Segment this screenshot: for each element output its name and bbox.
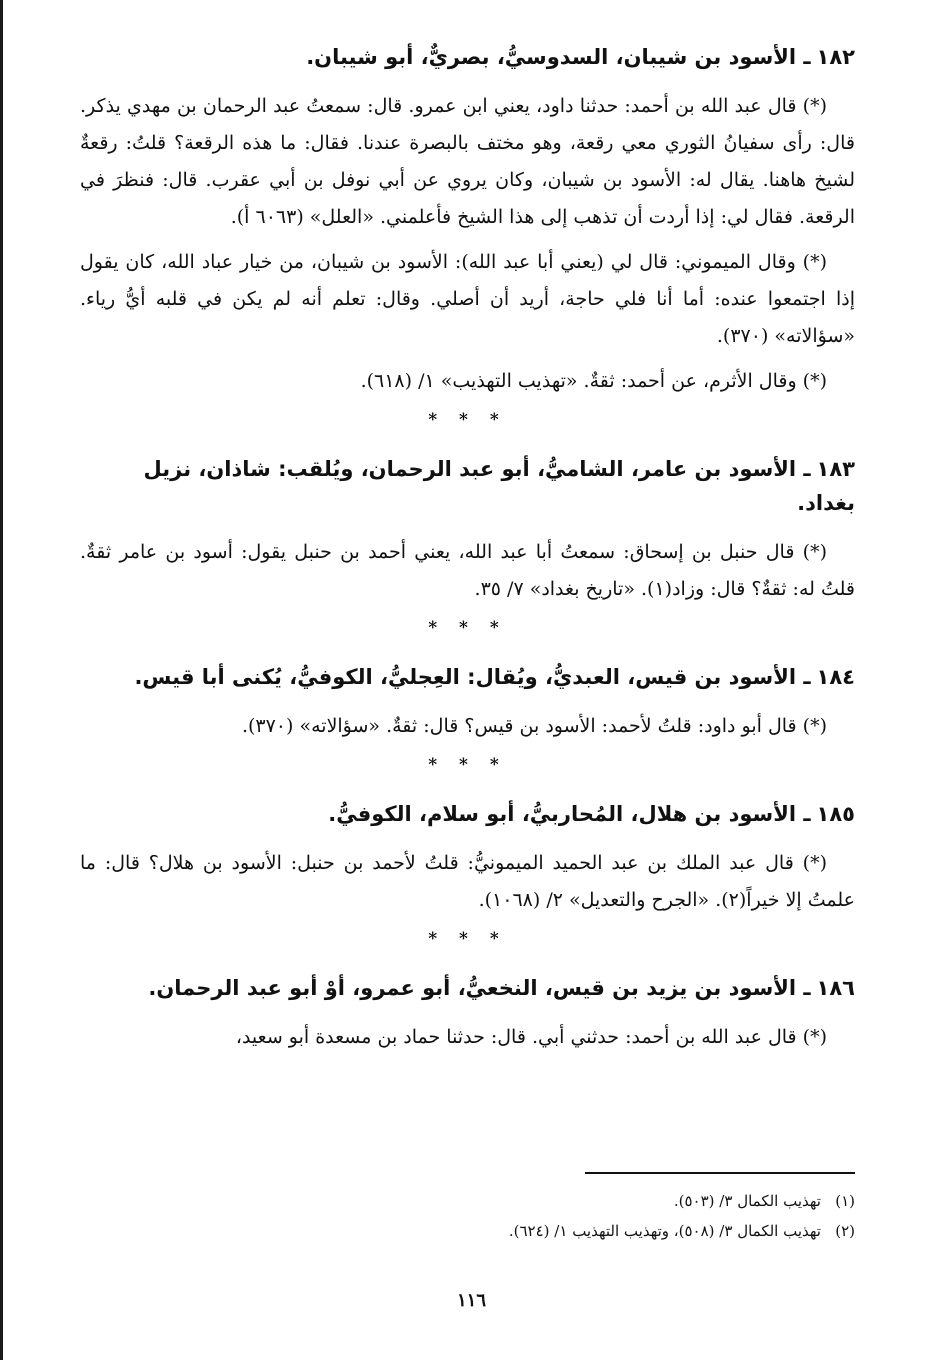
- section-separator: * * *: [428, 929, 507, 949]
- section-separator: * * *: [428, 755, 507, 775]
- entry-paragraph: (*) قال عبد الله بن أحمد: حدثني أبي. قال: حدثنا حماد بن مسعدة أبو سعيد،: [235, 1026, 827, 1048]
- entry-number: ١٨٣: [816, 457, 855, 481]
- entry-heading: [80, 40, 855, 74]
- entry-186: [80, 971, 855, 1056]
- entry-title: ـ الأسود بن عامر، الشاميُّ، أبو عبد الرحمان، ويُلقب: شاذان، نزيل بغداد.: [143, 457, 855, 515]
- footnote-number: (١): [835, 1192, 855, 1210]
- entry-heading: [80, 452, 855, 520]
- entry-paragraph: (*) قال حنبل بن إسحاق: سمعتُ أبا عبد الله، يعني أحمد بن حنبل يقول: أسود بن عامر ثقةٌ. قلتُ له: ثقةٌ؟ قال: وزاد(١). «تاريخ بغداد» ٧/ ٣٥.: [80, 541, 855, 600]
- entry-heading: [80, 660, 855, 694]
- footnote-text: تهذيب الكمال ٣/ (٥٠٨)، وتهذيب التهذيب ١/ (٦٢٤).: [508, 1222, 821, 1240]
- section-separator: * * *: [428, 410, 507, 430]
- entry-paragraph: (*) وقال الميموني: قال لي (يعني أبا عبد الله): الأسود بن شيبان، من خيار عباد الله، كان يقول إذا اجتمعوا عنده: أما أنا فلي حاجة، أريد أن أصلي. وقال: تعلم أنه لم يكن في قلبه أيُّ رياء. «سؤالاته» (٣٧٠).: [80, 251, 855, 347]
- entry-title: ـ الأسود بن يزيد بن قيس، النخعيُّ، أبو عمرو، أوْ أبو عبد الرحمان.: [148, 976, 811, 1000]
- footnotes: [155, 1186, 855, 1246]
- section-separator: * * *: [428, 618, 507, 638]
- entry-number: ١٨٤: [816, 665, 855, 689]
- footnote-text: تهذيب الكمال ٣/ (٥٠٣).: [673, 1192, 821, 1210]
- page-number: ١١٦: [456, 1290, 486, 1311]
- entry-number: ١٨٢: [816, 45, 855, 69]
- footnote-rule: [585, 1172, 855, 1182]
- entry-paragraph: (*) قال أبو داود: قلتُ لأحمد: الأسود بن قيس؟ قال: ثقةٌ. «سؤالاته» (٣٧٠).: [241, 715, 827, 737]
- entry-paragraph: (*) قال عبد الملك بن عبد الحميد الميمونيُّ: قلتُ لأحمد بن حنبل: الأسود بن هلال؟ قال: ما علمتُ إلا خيراً(٢). «الجرح والتعديل» ٢/ (١٠٦٨).: [80, 852, 855, 911]
- entry-183: [80, 452, 855, 608]
- entry-title: ـ الأسود بن شيبان، السدوسيُّ، بصريٌّ، أبو شيبان.: [306, 45, 811, 69]
- entry-number: ١٨٥: [816, 802, 855, 826]
- entry-paragraph: (*) وقال الأثرم، عن أحمد: ثقةٌ. «تهذيب التهذيب» ١/ (٦١٨).: [360, 370, 827, 392]
- footnote-item: [155, 1216, 855, 1246]
- footnote-number: (٢): [835, 1222, 855, 1240]
- entry-title: ـ الأسود بن هلال، المُحاربيُّ، أبو سلام، الكوفيُّ.: [328, 802, 811, 826]
- footnote-item: [155, 1186, 855, 1216]
- page-edge-line: [0, 0, 3, 1360]
- entry-heading: [80, 971, 855, 1005]
- entry-number: ١٨٦: [816, 976, 855, 1000]
- entry-heading: [80, 797, 855, 831]
- entry-title: ـ الأسود بن قيس، العبديُّ، ويُقال: العِجليُّ، الكوفيُّ، يُكنى أبا قيس.: [134, 665, 811, 689]
- entry-paragraph: (*) قال عبد الله بن أحمد: حدثنا داود، يعني ابن عمرو. قال: سمعتُ عبد الرحمان بن مهدي يذكر. قال: رأى سفيانُ الثوري معي رقعة، وهو مختف بالبصرة عندنا. فقال: ما هذه الرقعة؟ قلتُ: رقعةٌ لشيخ هاهنا. يقال له: الأسود بن شيبان، وكان يروي عن أبي نوفل بن أبي عقرب. قال: فنظرَ في الرقعة. فقال لي: إذا أردت أن تذهب إلى هذا الشيخ فأعلمني. «العلل» (٦٠٦٣ أ).: [80, 95, 855, 228]
- entry-184: [80, 660, 855, 745]
- entry-182: [80, 40, 855, 400]
- entry-185: [80, 797, 855, 919]
